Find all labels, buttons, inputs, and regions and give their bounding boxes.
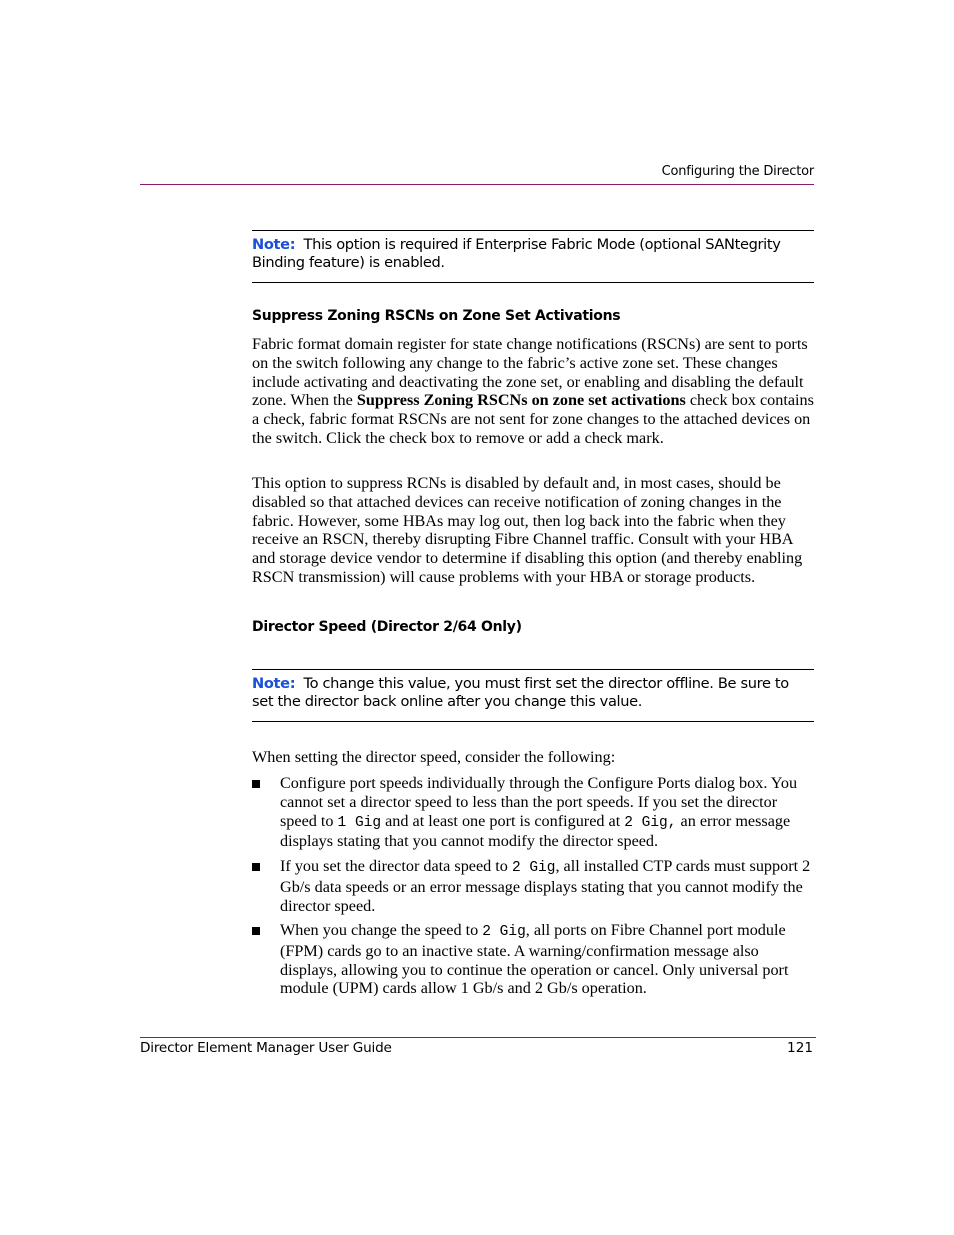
list-item-text [280, 857, 816, 915]
note-text: This option is required if Enterprise Fabric Mode (optional SANtegrity Binding feature) is enabled. [252, 236, 781, 271]
header-rule [140, 184, 814, 185]
code-value: 1 Gig [337, 814, 382, 831]
text-run: and at least one port is configured at [381, 811, 625, 830]
text-run: , all installed CTP cards must support 2 Gb/s data speeds or an error message displays stating that you cannot modify the director speed. [280, 857, 811, 915]
paragraph-speed-intro: When setting the director speed, consider the following: [252, 748, 616, 766]
bullet-square-icon [252, 927, 260, 935]
bullet-square-icon [252, 863, 260, 871]
footer-rule [140, 1037, 816, 1038]
note-box [252, 669, 814, 722]
code-value: 2 Gig [482, 924, 526, 940]
footer-title: Director Element Manager User Guide [140, 1040, 392, 1056]
text-run: Configure port speeds individually through the Configure Ports dialog box. You cannot set a director speed to less than the port speeds. If you set the director speed to [280, 774, 798, 830]
running-header: Configuring the Director [661, 164, 814, 179]
paragraph-bold-option-name: Suppress Zoning RSCNs on zone set activations [356, 391, 686, 410]
paragraph-suppress-default: This option to suppress RCNs is disabled by default and, in most cases, should be disabled so that attached devices can receive notification of zoning changes in the fabric. However, some HBAs may log out, then log back into the fabric when they receive an RSCN, thereby disrupting Fibre Channel traffic. Consult with your HBA and storage device vendor to determine if disabling this option (and thereby enabling RSCN transmission) will cause problems with your HBA or storage products. [252, 474, 803, 586]
paragraph-suppress-description [252, 335, 816, 448]
paragraph-text: Fabric format domain register for state change notifications (RSCNs) are sent to ports on the switch following any change to the fabric’s active zone set. These changes include activating and deactivating the zone set, or enabling and disabling the default zone. When the [252, 335, 808, 410]
code-value: 2 Gig, [624, 814, 677, 831]
note-box [252, 230, 814, 283]
text-run: an error message displays stating that you cannot modify the director speed. [280, 811, 791, 851]
note-label: Note: [252, 236, 296, 253]
section-heading-suppress-zoning: Suppress Zoning RSCNs on Zone Set Activations [252, 308, 621, 324]
list-item [252, 921, 816, 998]
paragraph-text: check box contains a check, fabric format RSCNs are not sent for zone changes to the attached devices on the switch. Click the check box to remove or add a check mark. [252, 391, 814, 447]
list-item-text [280, 921, 816, 998]
note-text: To change this value, you must first set the director offline. Be sure to set the director back online after you change this value. [252, 675, 789, 710]
code-value: 2 Gig [511, 860, 556, 876]
note-label: Note: [252, 675, 296, 692]
list-item-text [280, 774, 816, 851]
list-item [252, 774, 816, 851]
page-number: 121 [787, 1040, 813, 1056]
list-item [252, 857, 816, 915]
bullet-square-icon [252, 780, 260, 788]
text-run: , all ports on Fibre Channel port module (FPM) cards go to an inactive state. A warning/confirmation message also displays, allowing you to continue the operation or cancel. Only universal port module (UPM) cards allow 1 Gb/s and 2 Gb/s operation. [280, 921, 789, 998]
section-heading-director-speed: Director Speed (Director 2/64 Only) [252, 619, 522, 635]
text-run: When you change the speed to [280, 921, 483, 939]
text-run: If you set the director data speed to [280, 857, 512, 875]
